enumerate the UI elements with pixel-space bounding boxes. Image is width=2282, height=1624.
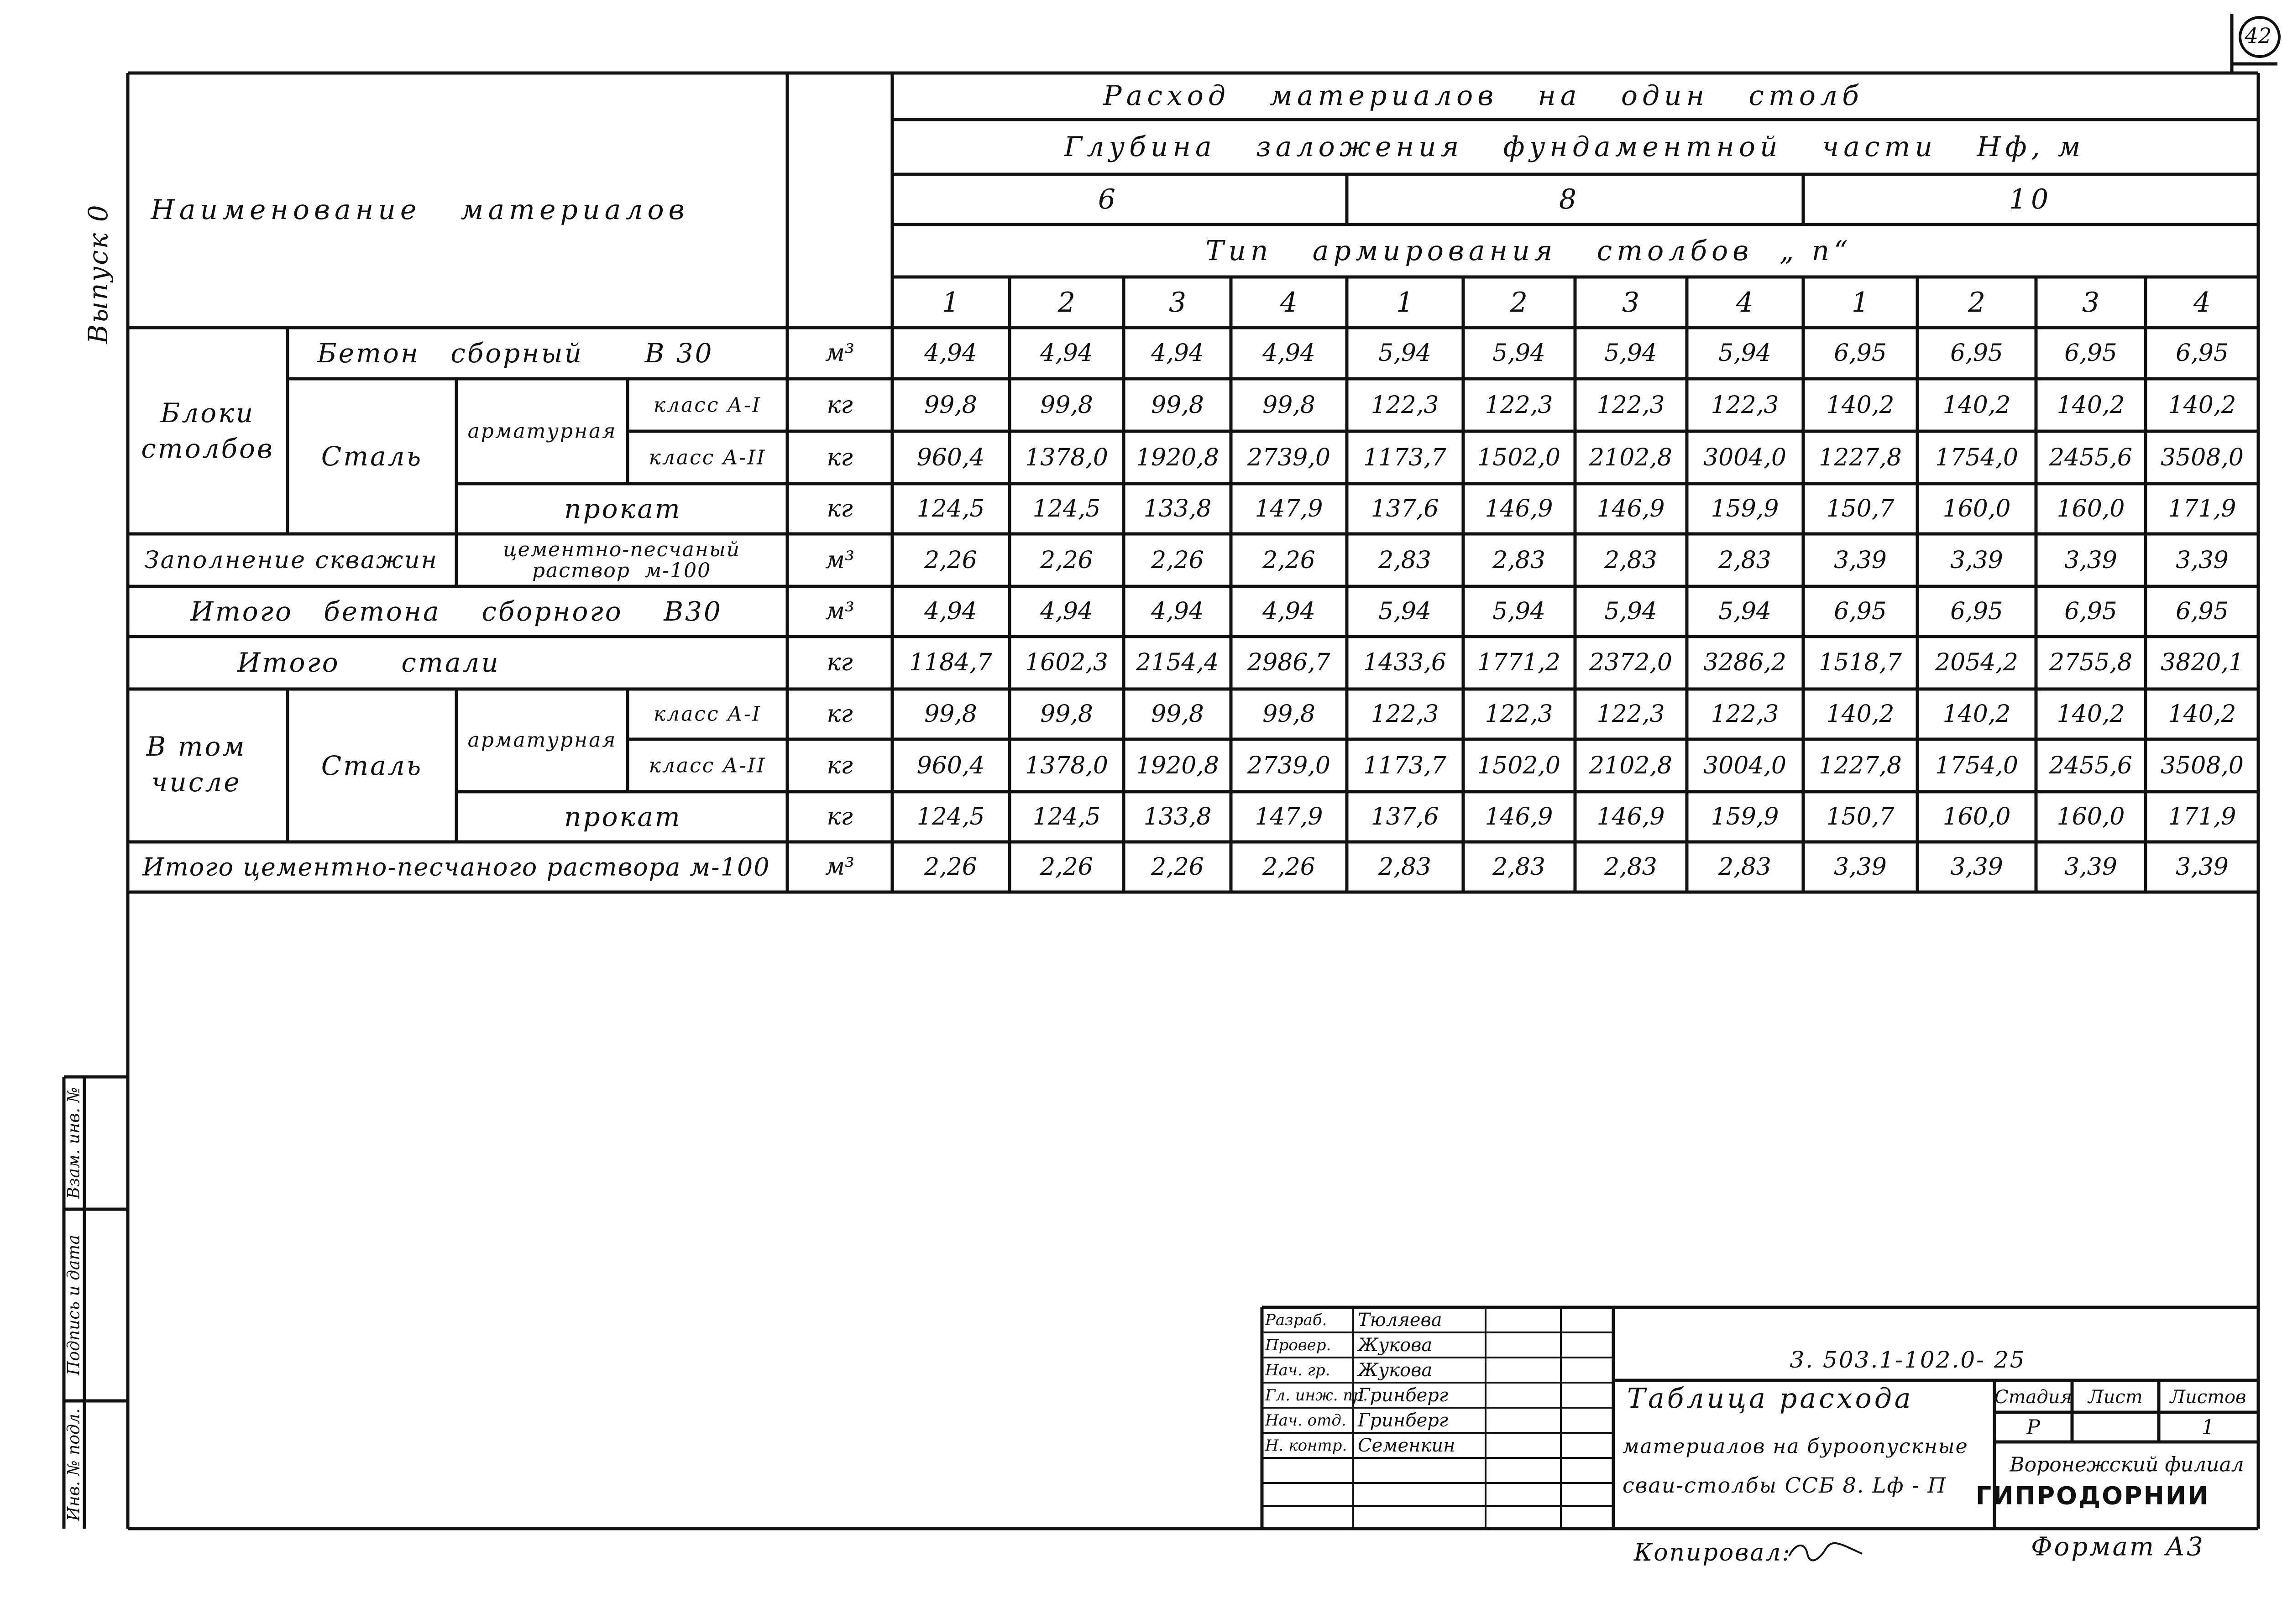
value-cell: 99,8 bbox=[1262, 392, 1315, 419]
value-cell: 124,5 bbox=[1032, 495, 1101, 522]
person-name: Тюляева bbox=[1358, 1310, 1442, 1331]
label-steel-2: Сталь bbox=[321, 750, 423, 781]
value-cell: 2,26 bbox=[1040, 547, 1093, 574]
value-cell: 6,95 bbox=[2064, 598, 2117, 625]
unit-cell: кг bbox=[827, 752, 853, 779]
value-cell: 6,95 bbox=[2176, 598, 2229, 625]
unit-cell: кг bbox=[827, 392, 853, 419]
copied-by: Копировал: bbox=[1634, 1539, 1792, 1567]
label-class-a1-2: класс А-I bbox=[653, 702, 762, 726]
value-cell: 99,8 bbox=[924, 392, 977, 419]
value-cell: 3,39 bbox=[1950, 853, 2003, 881]
value-cell: 140,2 bbox=[1942, 392, 2011, 419]
value-cell: 122,3 bbox=[1596, 700, 1665, 728]
value-cell: 2986,7 bbox=[1247, 649, 1330, 676]
value-cell: 5,94 bbox=[1604, 339, 1657, 367]
side-inv-repl: Взам. инв. № bbox=[64, 1087, 84, 1199]
value-cell: 1378,0 bbox=[1025, 752, 1108, 779]
value-cell: 6,95 bbox=[1834, 598, 1887, 625]
value-cell: 2,83 bbox=[1604, 853, 1657, 881]
unit-cell: кг bbox=[827, 495, 853, 522]
value-cell: 160,0 bbox=[2057, 803, 2125, 830]
doc-title-line-3: сваи-столбы ССБ 8. Lф - П bbox=[1623, 1473, 1947, 1498]
value-cell: 160,0 bbox=[2057, 495, 2125, 522]
value-cell: 6,95 bbox=[1950, 598, 2003, 625]
reinforcement-type-title: Тип армирования столбов „ п“ bbox=[1205, 235, 1853, 267]
value-cell: 960,4 bbox=[916, 752, 985, 779]
org-line-2: ГИПРОДОРНИИ bbox=[1975, 1481, 2210, 1510]
value-cell: 2739,0 bbox=[1247, 752, 1330, 779]
value-cell: 171,9 bbox=[2168, 495, 2236, 522]
value-cell: 1920,8 bbox=[1136, 444, 1219, 471]
value-cell: 3,39 bbox=[2176, 853, 2229, 881]
unit-cell: м³ bbox=[825, 598, 854, 625]
label-concrete-prefab: Бетон сборный В 30 bbox=[317, 338, 714, 369]
value-cell: 146,9 bbox=[1596, 803, 1665, 830]
value-cell: 99,8 bbox=[1040, 392, 1093, 419]
value-cell: 147,9 bbox=[1255, 495, 1323, 522]
value-cell: 159,9 bbox=[1711, 803, 1779, 830]
org-line-1: Воронежский филиал bbox=[2010, 1453, 2244, 1477]
value-cell: 3,39 bbox=[1834, 853, 1887, 881]
value-cell: 4,94 bbox=[1262, 598, 1315, 625]
value-cell: 6,95 bbox=[2064, 339, 2117, 367]
value-cell: 2,26 bbox=[1151, 547, 1204, 574]
value-cell: 2,83 bbox=[1492, 547, 1545, 574]
value-cell: 1920,8 bbox=[1136, 752, 1219, 779]
sheet-header: Лист bbox=[2088, 1387, 2143, 1408]
value-cell: 2154,4 bbox=[1136, 649, 1219, 676]
type-number-7: 3 bbox=[1622, 287, 1640, 319]
side-inv-orig: Инв. № подл. bbox=[64, 1408, 84, 1521]
value-cell: 99,8 bbox=[924, 700, 977, 728]
value-cell: 4,94 bbox=[924, 339, 977, 367]
format-label: Формат А3 bbox=[2031, 1532, 2205, 1562]
value-cell: 150,7 bbox=[1826, 803, 1895, 830]
value-cell: 3,39 bbox=[2064, 853, 2117, 881]
value-cell: 1602,3 bbox=[1025, 649, 1108, 676]
value-cell: 3,39 bbox=[2176, 547, 2229, 574]
role-label: Нач. гр. bbox=[1265, 1361, 1330, 1379]
value-cell: 2,26 bbox=[924, 853, 977, 881]
value-cell: 1227,8 bbox=[1819, 752, 1902, 779]
value-cell: 99,8 bbox=[1151, 700, 1204, 728]
value-cell: 2,26 bbox=[1262, 853, 1315, 881]
person-name: Семенкин bbox=[1358, 1435, 1455, 1456]
value-cell: 5,94 bbox=[1492, 598, 1545, 625]
consumption-title: Расход материалов на один столб bbox=[1103, 80, 1863, 112]
person-name: Жукова bbox=[1358, 1335, 1433, 1356]
label-rebar-1: арматурная bbox=[467, 419, 617, 443]
value-cell: 2455,6 bbox=[2049, 752, 2132, 779]
value-cell: 2102,8 bbox=[1589, 444, 1672, 471]
type-number-1: 1 bbox=[942, 287, 960, 319]
value-cell: 3508,0 bbox=[2161, 752, 2244, 779]
value-cell: 4,94 bbox=[1040, 598, 1093, 625]
unit-cell: кг bbox=[827, 700, 853, 728]
label-total-mortar: Итого цементно-песчаного раствора м-100 bbox=[142, 852, 770, 882]
value-cell: 124,5 bbox=[916, 495, 985, 522]
value-cell: 2739,0 bbox=[1247, 444, 1330, 471]
value-cell: 5,94 bbox=[1718, 339, 1771, 367]
signature-mark bbox=[1787, 1540, 1864, 1563]
value-cell: 3004,0 bbox=[1703, 752, 1786, 779]
value-cell: 2372,0 bbox=[1589, 649, 1672, 676]
page-number: 42 bbox=[2245, 23, 2272, 48]
value-cell: 140,2 bbox=[2168, 700, 2236, 728]
value-cell: 1378,0 bbox=[1025, 444, 1108, 471]
value-cell: 133,8 bbox=[1143, 495, 1212, 522]
value-cell: 146,9 bbox=[1485, 803, 1553, 830]
label-total-steel: Итого стали bbox=[237, 647, 500, 678]
type-number-10: 2 bbox=[1968, 287, 1986, 319]
value-cell: 3820,1 bbox=[2161, 649, 2244, 676]
value-cell: 3,39 bbox=[1834, 547, 1887, 574]
label-rebar-2: арматурная bbox=[467, 728, 617, 752]
value-cell: 3286,2 bbox=[1703, 649, 1786, 676]
depth-8: 8 bbox=[1559, 183, 1581, 215]
value-cell: 5,94 bbox=[1378, 598, 1431, 625]
depth-6: 6 bbox=[1098, 183, 1120, 215]
value-cell: 137,6 bbox=[1371, 495, 1439, 522]
value-cell: 1754,0 bbox=[1935, 444, 2018, 471]
doc-title-line-1: Таблица расхода bbox=[1627, 1383, 1914, 1415]
value-cell: 1173,7 bbox=[1363, 444, 1446, 471]
value-cell: 99,8 bbox=[1151, 392, 1204, 419]
value-cell: 4,94 bbox=[1262, 339, 1315, 367]
value-cell: 3508,0 bbox=[2161, 444, 2244, 471]
label-class-a2-2: класс А-II bbox=[649, 754, 766, 778]
value-cell: 2,26 bbox=[1151, 853, 1204, 881]
value-cell: 5,94 bbox=[1718, 598, 1771, 625]
value-cell: 99,8 bbox=[1262, 700, 1315, 728]
name-column-header: Наименование материалов bbox=[151, 194, 689, 226]
value-cell: 150,7 bbox=[1826, 495, 1895, 522]
value-cell: 1502,0 bbox=[1477, 444, 1560, 471]
value-cell: 1433,6 bbox=[1363, 649, 1446, 676]
type-number-6: 2 bbox=[1510, 287, 1528, 319]
role-label: Провер. bbox=[1265, 1336, 1331, 1354]
value-cell: 122,3 bbox=[1485, 700, 1553, 728]
value-cell: 6,95 bbox=[1950, 339, 2003, 367]
person-name: Гринберг bbox=[1358, 1410, 1449, 1431]
value-cell: 1173,7 bbox=[1363, 752, 1446, 779]
person-name: Гринберг bbox=[1358, 1385, 1449, 1406]
type-number-8: 4 bbox=[1736, 287, 1754, 319]
value-cell: 4,94 bbox=[1151, 598, 1204, 625]
copier-signature bbox=[1787, 1540, 1864, 1563]
type-number-2: 2 bbox=[1057, 287, 1076, 319]
person-name: Жукова bbox=[1358, 1360, 1433, 1381]
value-cell: 1771,2 bbox=[1477, 649, 1560, 676]
release-label: Выпуск 0 bbox=[83, 204, 114, 344]
label-class-a2-1: класс А-II bbox=[649, 446, 766, 470]
value-cell: 6,95 bbox=[2176, 339, 2229, 367]
unit-cell: м³ bbox=[825, 547, 854, 574]
label-fill: Заполнение скважин bbox=[144, 547, 438, 574]
value-cell: 6,95 bbox=[1834, 339, 1887, 367]
value-cell: 1227,8 bbox=[1819, 444, 1902, 471]
doc-title-line-2: материалов на буроопускные bbox=[1623, 1435, 1968, 1458]
unit-cell: кг bbox=[827, 649, 853, 676]
label-total-concrete: Итого бетона сборного В30 bbox=[190, 596, 722, 627]
type-number-11: 3 bbox=[2082, 287, 2100, 319]
value-cell: 2054,2 bbox=[1935, 649, 2018, 676]
depth-title: Глубина заложения фундаментной части Нф, м bbox=[1064, 131, 2085, 163]
value-cell: 140,2 bbox=[2057, 392, 2125, 419]
value-cell: 1502,0 bbox=[1477, 752, 1560, 779]
label-mortar: цементно-песчаный раствор м-100 bbox=[502, 538, 741, 582]
value-cell: 122,3 bbox=[1485, 392, 1553, 419]
type-number-4: 4 bbox=[1280, 287, 1298, 319]
value-cell: 140,2 bbox=[1826, 392, 1895, 419]
value-cell: 3,39 bbox=[2064, 547, 2117, 574]
unit-cell: м³ bbox=[825, 853, 854, 881]
value-cell: 146,9 bbox=[1596, 495, 1665, 522]
value-cell: 147,9 bbox=[1255, 803, 1323, 830]
sheets-header: Листов bbox=[2170, 1387, 2246, 1408]
value-cell: 2,83 bbox=[1378, 853, 1431, 881]
value-cell: 1184,7 bbox=[909, 649, 992, 676]
side-sign-date: Подпись и дата bbox=[64, 1235, 84, 1375]
value-cell: 122,3 bbox=[1711, 700, 1779, 728]
value-cell: 1518,7 bbox=[1819, 649, 1902, 676]
value-cell: 3004,0 bbox=[1703, 444, 1786, 471]
value-cell: 137,6 bbox=[1371, 803, 1439, 830]
value-cell: 2755,8 bbox=[2049, 649, 2132, 676]
value-cell: 2,26 bbox=[924, 547, 977, 574]
sheets-value: 1 bbox=[2202, 1415, 2214, 1439]
label-rolled-1: прокат bbox=[564, 493, 682, 524]
role-label: Разраб. bbox=[1265, 1311, 1327, 1329]
value-cell: 2,26 bbox=[1040, 853, 1093, 881]
value-cell: 2102,8 bbox=[1589, 752, 1672, 779]
value-cell: 140,2 bbox=[1826, 700, 1895, 728]
value-cell: 122,3 bbox=[1711, 392, 1779, 419]
value-cell: 960,4 bbox=[916, 444, 985, 471]
value-cell: 2455,6 bbox=[2049, 444, 2132, 471]
unit-cell: кг bbox=[827, 803, 853, 830]
role-label: Гл. инж. пр. bbox=[1265, 1386, 1368, 1405]
value-cell: 1754,0 bbox=[1935, 752, 2018, 779]
value-cell: 2,83 bbox=[1604, 547, 1657, 574]
value-cell: 99,8 bbox=[1040, 700, 1093, 728]
value-cell: 140,2 bbox=[1942, 700, 2011, 728]
value-cell: 122,3 bbox=[1371, 392, 1439, 419]
value-cell: 160,0 bbox=[1942, 495, 2011, 522]
value-cell: 140,2 bbox=[2168, 392, 2236, 419]
role-label: Н. контр. bbox=[1265, 1436, 1347, 1455]
value-cell: 133,8 bbox=[1143, 803, 1212, 830]
value-cell: 4,94 bbox=[924, 598, 977, 625]
value-cell: 160,0 bbox=[1942, 803, 2011, 830]
value-cell: 5,94 bbox=[1604, 598, 1657, 625]
stage-value: Р bbox=[2026, 1415, 2040, 1439]
label-rolled-2: прокат bbox=[564, 801, 682, 832]
type-number-3: 3 bbox=[1168, 287, 1187, 319]
value-cell: 3,39 bbox=[1950, 547, 2003, 574]
value-cell: 4,94 bbox=[1151, 339, 1204, 367]
role-label: Нач. отд. bbox=[1265, 1411, 1346, 1430]
type-number-5: 1 bbox=[1396, 287, 1414, 319]
value-cell: 4,94 bbox=[1040, 339, 1093, 367]
value-cell: 2,83 bbox=[1718, 547, 1771, 574]
label-blocks: Блоки столбов bbox=[141, 397, 274, 464]
label-class-a1-1: класс А-I bbox=[653, 393, 762, 417]
value-cell: 2,83 bbox=[1378, 547, 1431, 574]
value-cell: 171,9 bbox=[2168, 803, 2236, 830]
unit-cell: м³ bbox=[825, 339, 854, 367]
value-cell: 2,83 bbox=[1492, 853, 1545, 881]
type-number-9: 1 bbox=[1851, 287, 1869, 319]
unit-cell: кг bbox=[827, 444, 853, 471]
value-cell: 122,3 bbox=[1596, 392, 1665, 419]
type-number-12: 4 bbox=[2193, 287, 2211, 319]
label-including: В том числе bbox=[146, 731, 246, 798]
doc-code: 3. 503.1-102.0- 25 bbox=[1790, 1347, 2026, 1373]
value-cell: 146,9 bbox=[1485, 495, 1553, 522]
label-steel-1: Сталь bbox=[321, 441, 423, 472]
value-cell: 5,94 bbox=[1492, 339, 1545, 367]
value-cell: 5,94 bbox=[1378, 339, 1431, 367]
value-cell: 122,3 bbox=[1371, 700, 1439, 728]
value-cell: 2,26 bbox=[1262, 547, 1315, 574]
depth-10: 10 bbox=[2009, 183, 2053, 215]
value-cell: 2,83 bbox=[1718, 853, 1771, 881]
value-cell: 124,5 bbox=[916, 803, 985, 830]
value-cell: 140,2 bbox=[2057, 700, 2125, 728]
value-cell: 124,5 bbox=[1032, 803, 1101, 830]
stage-header: Стадия bbox=[1994, 1387, 2072, 1408]
value-cell: 159,9 bbox=[1711, 495, 1779, 522]
